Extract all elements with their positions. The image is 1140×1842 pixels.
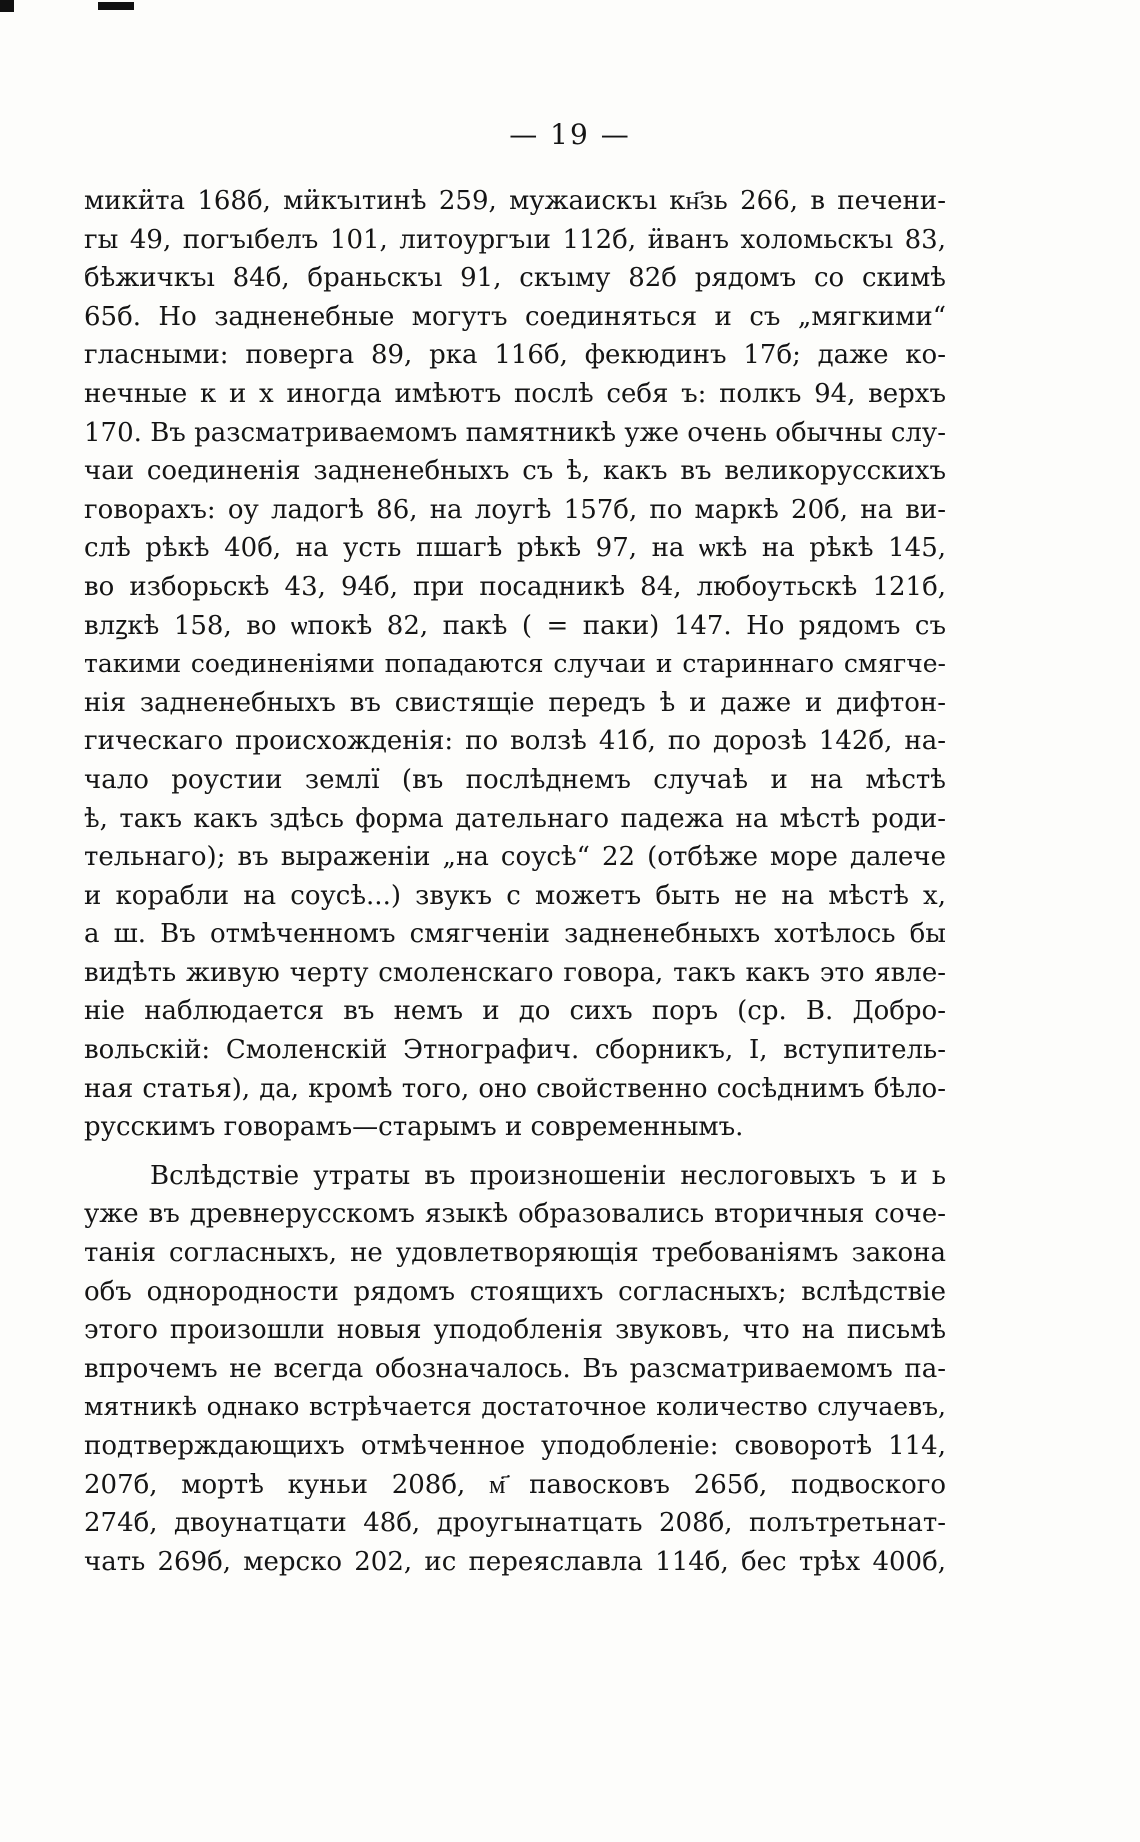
text-body	[84, 182, 946, 1581]
text-line: гласными: поверга 89, рка 116б, фекюдинъ 17б; даже ко-	[84, 340, 946, 371]
text-line: объ однородности рядомъ стоящихъ согласныхъ; вслѣдствіе	[84, 1276, 946, 1307]
text-line: во изборьскѣ 43, 94б, при посадникѣ 84, любоутьскѣ 121б,	[84, 571, 946, 602]
text-line: нечные к и х иногда имѣютъ послѣ себя ъ: полкъ 94, верхъ	[84, 378, 946, 409]
text-line: видѣть живую черту смоленскаго говора, такъ какъ это явле-	[84, 957, 946, 988]
text-line: микӥта 168б, мӥкъıтинѣ 259, мужаискъı кн҃зь 266, в печени-	[84, 186, 946, 216]
page-number: — 19 —	[509, 118, 631, 151]
text-line: русскимъ говорамъ—старымъ и современнымъ.	[84, 1112, 744, 1143]
text-line: этого произошли новыя уподобленія звуковъ, что на письмѣ	[84, 1315, 946, 1346]
text-line: чало роустии землї (въ послѣднемъ случаѣ и на мѣстѣ	[84, 764, 946, 795]
text-line: вольскій: Смоленскій Этнографич. сборникъ, I, вступитель-	[84, 1035, 946, 1066]
text-line: гы 49, погъıбелъ 101, литоургъıи 112б, ӥванъ холомьскъı 83,	[84, 224, 946, 255]
text-line: такими соединеніями попадаются случаи и стариннаго смягче-	[84, 649, 946, 679]
text-line: и корабли на соусѣ...) звукъ с можетъ быть не на мѣстѣ х,	[84, 880, 946, 911]
text-line: а ш. Въ отмѣченномъ смягченіи задненебныхъ хотѣлось бы	[84, 919, 946, 950]
text-line: подтверждающихъ отмѣченное уподобленіе: своворотѣ 114,	[84, 1431, 946, 1461]
text-line: 65б. Но задненебные могутъ соединяться и съ „мягкими“	[84, 301, 946, 332]
text-line: говорахъ: оу ладогѣ 86, на лоугѣ 157б, по маркѣ 20б, на ви-	[84, 494, 946, 525]
paragraph	[84, 1157, 946, 1582]
text-line: нія задненебныхъ въ свистящіе передъ ѣ и даже и дифтон-	[84, 687, 946, 718]
text-line: ная статья), да, кромѣ того, оно свойственно сосѣднимъ бѣло-	[84, 1073, 946, 1104]
scan-mark-left	[0, 0, 14, 12]
text-line: тельнаго); въ выраженіи „на соусѣ“ 22 (отбѣже море далече	[84, 842, 946, 873]
text-line: 170. Въ разсматриваемомъ памятникѣ уже очень обычны слу-	[84, 417, 946, 448]
text-line: 207б, мортѣ куньи 208б, м҃ павосковъ 265б, подвоского	[84, 1469, 946, 1500]
text-line: танія согласныхъ, не удовлетворяющія требованіямъ закона	[84, 1238, 946, 1269]
text-line: ніе наблюдается въ немъ и до сихъ поръ (ср. В. Добро-	[84, 996, 946, 1027]
scan-mark-top	[98, 2, 134, 10]
text-line: слѣ рѣкѣ 40б, на усть пшагѣ рѣкѣ 97, на ѡкѣ на рѣкѣ 145,	[84, 533, 946, 564]
text-line: бѣжичкъı 84б, браньскъı 91, скъıму 82б рядомъ со скимѣ	[84, 263, 946, 294]
text-line: ѣ, такъ какъ здѣсь форма дательнаго падежа на мѣстѣ роди-	[84, 803, 946, 834]
text-line: гическаго происхожденія: по волзѣ 41б, по дорозѣ 142б, на-	[84, 726, 946, 757]
text-line: Вслѣдствіе утраты въ произношеніи неслоговыхъ ъ и ь	[150, 1160, 946, 1191]
paragraph	[84, 182, 946, 1147]
text-line: впрочемъ не всегда обозначалось. Въ разсматриваемомъ па-	[84, 1353, 946, 1384]
text-line: уже въ древнерусскомъ языкѣ образовались вторичныя соче-	[84, 1199, 946, 1230]
text-line: чать 269б, мерско 202, ис переяславла 114б, бес трѣх 400б,	[84, 1546, 946, 1577]
text-line: чаи соединенія задненебныхъ съ ѣ, какъ въ великорусскихъ	[84, 456, 946, 487]
text-line: 274б, двоунатцати 48б, дроугынатцать 208б, полътретьнат-	[84, 1508, 946, 1539]
text-line: мятникѣ однако встрѣчается достаточное количество случаевъ,	[84, 1392, 946, 1422]
text-line: влꙁкѣ 158, во ѡпокѣ 82, пакѣ ( = паки) 147. Но рядомъ съ	[84, 610, 946, 641]
